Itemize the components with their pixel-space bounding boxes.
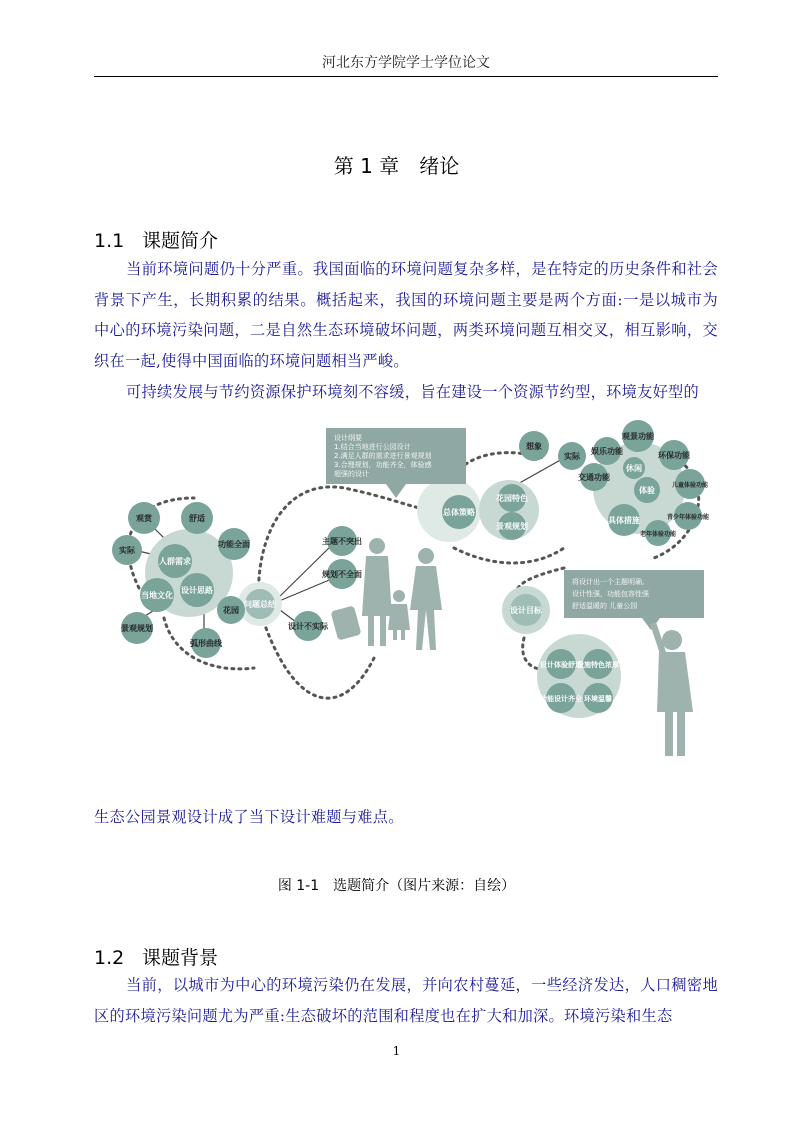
page-number: 1 [392, 1044, 401, 1058]
section-heading-1-2 [94, 943, 218, 970]
label-silu: 设计思路 [181, 586, 213, 595]
paragraph-3 [94, 970, 718, 1031]
svg-text:3.合理规划，功能齐全，体验感: 3.合理规划，功能齐全，体验感 [334, 461, 432, 469]
label-xiuxian: 休闲 [626, 464, 642, 473]
label-wenxin: 环境温馨 [584, 695, 612, 703]
concept-diagram [94, 418, 714, 763]
label-qingshaonian: 青少年体验功能 [666, 514, 710, 521]
section-number: 1.2 [94, 947, 125, 969]
label-celue: 总体策略 [443, 508, 475, 517]
person-silhouette [650, 622, 693, 756]
paragraph-text: 生态公园景观设计成了当下设计难题与难点。 [94, 808, 404, 826]
label-shiji2: 实际 [564, 452, 580, 461]
label-huxing: 弧形曲线 [190, 639, 222, 648]
label-wenhua: 当地文化 [141, 591, 173, 600]
callout-right [564, 570, 704, 630]
label-sheji: 设计不实际 [288, 622, 328, 631]
svg-text:设计纲要: 设计纲要 [334, 434, 362, 442]
section-title: 课题简介 [142, 230, 219, 252]
paragraph-text: 当前，以城市为中心的环境污染仍在发展，并向农村蔓延，一些经济发达，人口稠密地区的环境污染问题尤为严重:生态破坏的范围和程度也在扩大和加深。环境污染和生态 [94, 976, 718, 1025]
label-ertong: 儿童体验功能 [671, 482, 709, 489]
paragraph-2a [94, 377, 718, 408]
label-guanjing: 观景功能 [622, 432, 654, 441]
section-title: 课题背景 [142, 947, 219, 969]
paragraph-text: 可持续发展与节约资源保护环境刻不容缓，旨在建设一个资源节约型，环境友好型的 [126, 383, 700, 401]
page-header: 河北东方学院学士学位论文 [322, 55, 490, 71]
label-guihua: 规划不全面 [322, 570, 362, 579]
figure-caption: 图 1-1 选题简介（图片来源：自绘） [277, 878, 516, 894]
paragraph-2b [94, 802, 718, 833]
label-gongneng: 功能全面 [218, 540, 250, 549]
label-huayuan: 花园 [223, 606, 239, 615]
figure-1-1 [94, 418, 714, 763]
label-zhuti: 主题不突出 [322, 537, 362, 546]
svg-text:将设计出一个主题明确,: 将设计出一个主题明确, [572, 578, 645, 586]
label-jingguan: 景观规划 [121, 624, 153, 633]
label-huanbao: 环保功能 [658, 451, 690, 460]
label-tiyan: 体验 [639, 486, 655, 495]
svg-text:设计性强，功能包容性强: 设计性强，功能包容性强 [572, 590, 649, 598]
paragraph-1 [94, 254, 718, 376]
label-qiquan: 功能设计齐全 [540, 695, 582, 703]
label-tese: 花园特色 [496, 494, 528, 503]
label-yule: 娱乐功能 [591, 447, 623, 456]
label-shiji: 实际 [119, 546, 135, 555]
label-mubiao: 设计目标 [510, 606, 542, 615]
chapter-number: 第 1 章 [333, 154, 400, 178]
svg-text:2.满足人群的需求进行景观规划: 2.满足人群的需求进行景观规划 [334, 452, 432, 460]
chapter-title [0, 150, 793, 179]
label-jgguihua: 景观规划 [496, 522, 528, 531]
label-guanshang: 观赏 [136, 514, 152, 523]
label-shushi: 舒适 [189, 514, 205, 523]
header-rule [94, 76, 718, 77]
label-wenti: 问题总结 [244, 600, 276, 609]
svg-text:舒适温暖的 儿童公园: 舒适温暖的 儿童公园 [572, 602, 638, 610]
paragraph-text: 当前环境问题仍十分严重。我国面临的环境问题复杂多样，是在特定的历史条件和社会背景下产生，长期积累的结果。概括起来，我国的环境问题主要是两个方面:一是以城市为中心的环境污染问题，二是自然生态环境破坏问题，两类环境问题互相交叉，相互影响，交织在一起,使得中国面临的环境问题相当严峻。 [94, 260, 718, 370]
chapter-name: 绪论 [419, 154, 460, 178]
label-tiyan-shushi: 设计体验舒适 [540, 661, 582, 669]
label-sheshi: 设施特色浓厚 [577, 661, 619, 669]
svg-text:1.结合当地进行公园设计: 1.结合当地进行公园设计 [334, 443, 411, 451]
label-laonian: 老年体验功能 [639, 531, 677, 538]
label-cuoshi: 具体措施 [608, 516, 640, 525]
label-jiaotong: 交通功能 [578, 473, 610, 482]
section-heading-1-1 [94, 226, 218, 253]
label-renqun: 人群需求 [159, 557, 191, 566]
label-xiangxiang: 想象 [526, 442, 542, 451]
svg-text:超强的设计: 超强的设计 [334, 470, 369, 478]
section-number: 1.1 [94, 230, 125, 252]
